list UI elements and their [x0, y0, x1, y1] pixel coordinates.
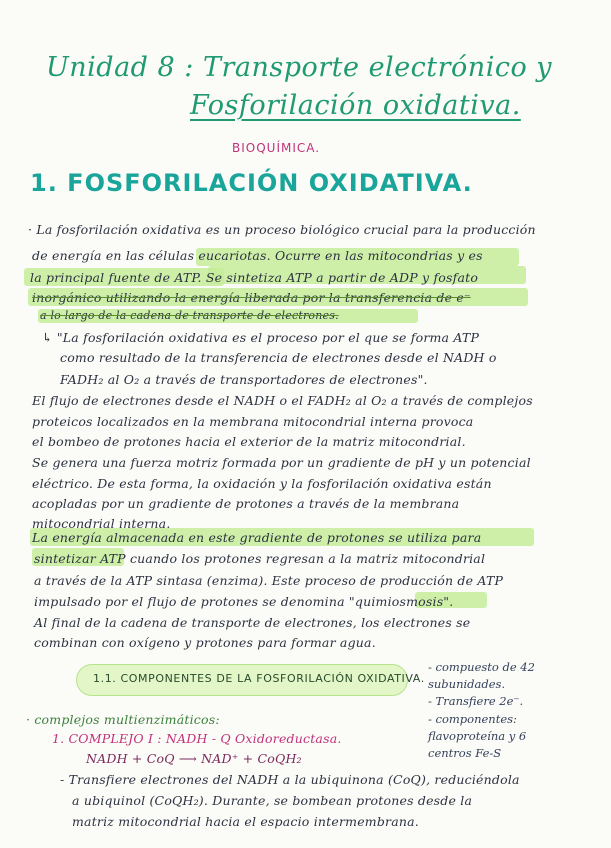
text-line: combinan con oxígeno y protones para formar agua. — [34, 635, 376, 650]
text-line: Se genera una fuerza motriz formada por un gradiente de pH y un potencial — [32, 455, 531, 470]
reaction: NADH + CoQ ⟶ NAD⁺ + CoQH₂ — [86, 751, 302, 766]
text-line: el bombeo de protones hacia el exterior de la matriz mitocondrial. — [32, 434, 466, 449]
text-line: eléctrico. De esta forma, la oxidación y la fosforilación oxidativa están — [32, 476, 492, 491]
text-line: a lo largo de la cadena de transporte de electrones. — [40, 309, 339, 322]
text-line: inorgánico utilizando la energía liberada por la transferencia de e⁻ — [32, 290, 471, 305]
text-line: ↳ "La fosforilación oxidativa es el proceso por el que se forma ATP — [42, 330, 480, 345]
text-line: · La fosforilación oxidativa es un proceso biológico crucial para la producción — [28, 222, 536, 237]
text-line: como resultado de la transferencia de electrones desde el NADH o — [60, 350, 497, 365]
text-line: El flujo de electrones desde el NADH o el FADH₂ al O₂ a través de complejos — [32, 393, 533, 408]
text-line: de energía en las células eucariotas. Ocurre en las mitocondrias y es — [32, 248, 483, 263]
complex-title: 1. COMPLEJO I : NADH - Q Oxidoreductasa. — [52, 731, 342, 746]
text-line: matriz mitocondrial hacia el espacio intermembrana. — [72, 814, 419, 829]
side-note: - componentes: — [428, 712, 517, 726]
list-heading: · complejos multienzimáticos: — [26, 712, 220, 727]
text-line: acopladas por un gradiente de protones a través de la membrana — [32, 496, 460, 511]
page-title-line1: Unidad 8 : Transporte electrónico y — [46, 52, 553, 83]
subsection-heading: 1.1. COMPONENTES DE LA FOSFORILACIÓN OXIDATIVA. — [93, 672, 425, 685]
text-line: a ubiquinol (CoQH₂). Durante, se bombean protones desde la — [72, 793, 473, 808]
side-note: - Transfiere 2e⁻. — [428, 694, 524, 708]
text-line: - Transfiere electrones del NADH a la ubiquinona (CoQ), reduciéndola — [60, 772, 520, 787]
text-line: Al final de la cadena de transporte de electrones, los electrones se — [34, 615, 471, 630]
text-line: FADH₂ al O₂ a través de transportadores de electrones". — [60, 372, 428, 387]
text-line: La energía almacenada en este gradiente de protones se utiliza para — [32, 530, 482, 545]
side-note: flavoproteína y 6 — [428, 729, 527, 743]
text-line: mitocondrial interna. — [32, 516, 171, 531]
side-note: centros Fe-S — [428, 746, 502, 760]
section-heading: 1. FOSFORILACIÓN OXIDATIVA. — [30, 169, 473, 197]
text-line: impulsado por el flujo de protones se denomina "quimiosmosis". — [34, 594, 454, 609]
page-title-line2: Fosforilación oxidativa. — [190, 90, 521, 121]
subject-label: BIOQUÍMICA. — [232, 141, 321, 155]
text-line: a través de la ATP sintasa (enzima). Este proceso de producción de ATP — [34, 573, 504, 588]
text-line: sintetizar ATP cuando los protones regresan a la matriz mitocondrial — [34, 551, 486, 566]
side-note: subunidades. — [428, 677, 506, 691]
text-line: la principal fuente de ATP. Se sintetiza ATP a partir de ADP y fosfato — [30, 270, 479, 285]
side-note: - compuesto de 42 — [428, 660, 535, 674]
text-line: proteicos localizados en la membrana mitocondrial interna provoca — [32, 414, 474, 429]
